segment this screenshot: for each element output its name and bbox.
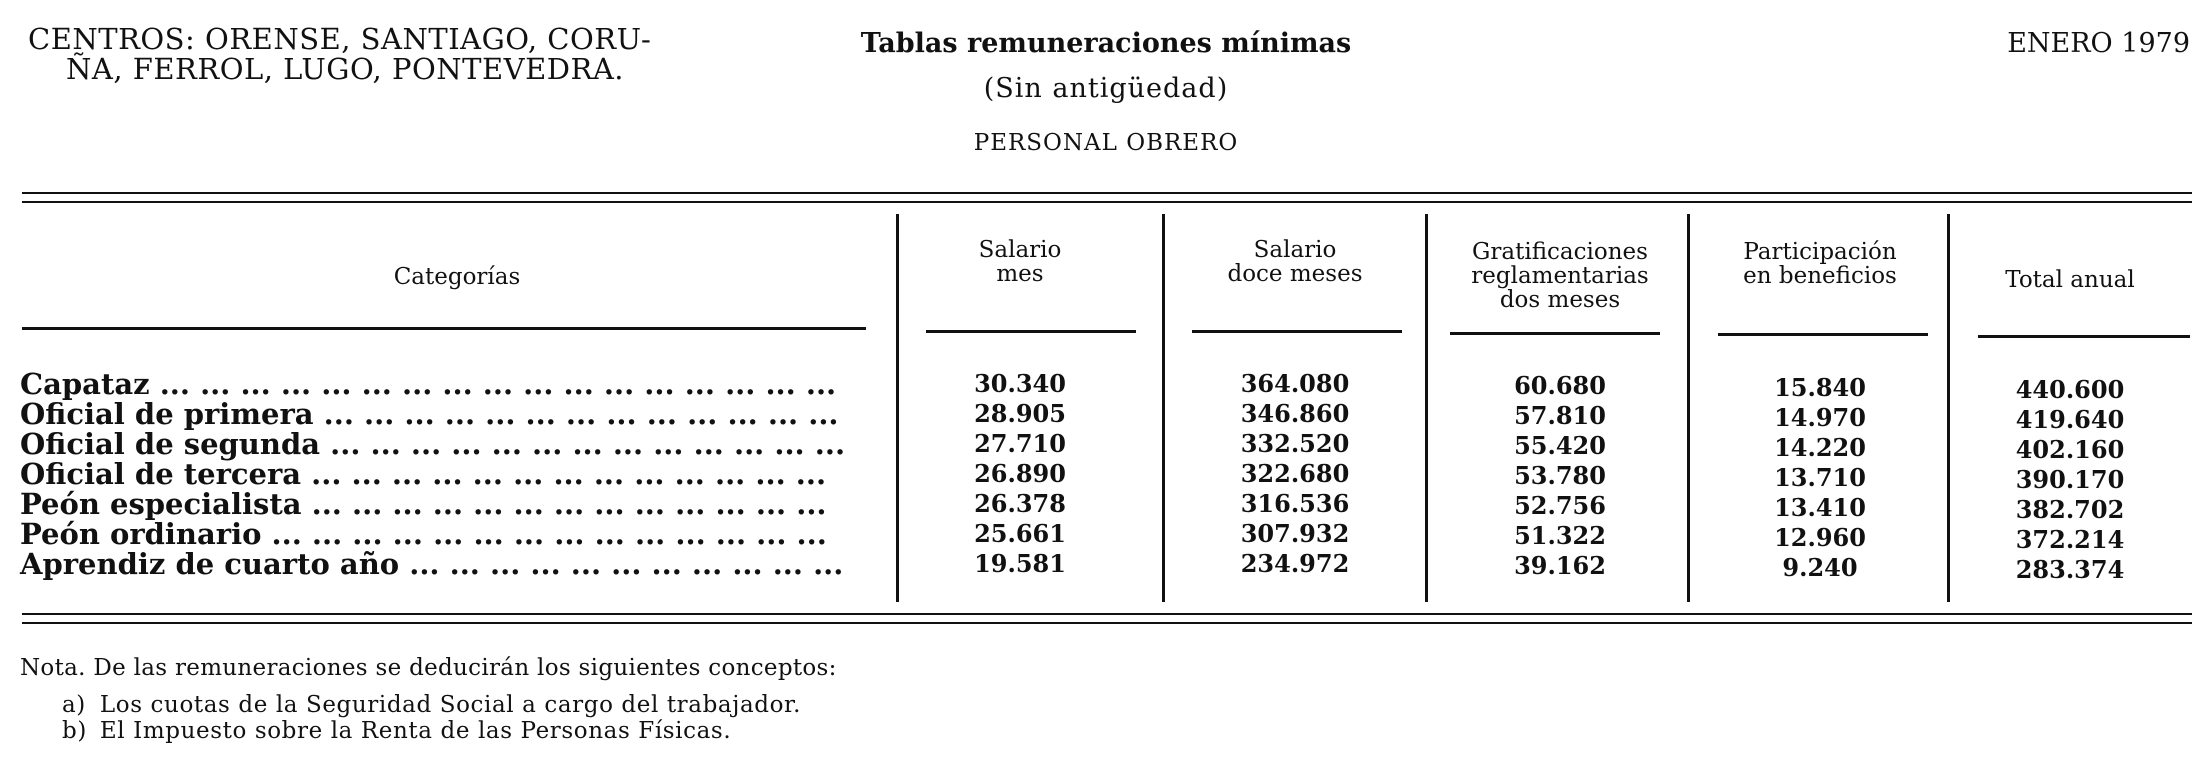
header-line: dos meses <box>1499 287 1621 313</box>
cell-total: 390.170 <box>2015 465 2125 494</box>
header-underline <box>1192 330 1402 333</box>
column-separator <box>896 214 899 602</box>
cell-salario-mes: 30.340 <box>974 369 1066 398</box>
header-gratificaciones <box>1440 240 1680 312</box>
cell-total: 402.160 <box>2015 435 2125 464</box>
column-separator <box>1425 214 1428 602</box>
section-title: PERSONAL OBRERO <box>973 130 1239 156</box>
column-separator <box>1162 214 1165 602</box>
cell-salario-mes: 28.905 <box>974 399 1066 428</box>
header-salario-doce-meses <box>1175 238 1415 286</box>
cell-participacion: 14.220 <box>1774 433 1866 462</box>
cell-gratificaciones: 39.162 <box>1514 551 1606 580</box>
nota-item <box>62 718 731 744</box>
header-line: en beneficios <box>1743 263 1897 289</box>
centros-line-2: ÑA, FERROL, LUGO, PONTEVEDRA. <box>66 52 625 86</box>
cell-salario-mes: 19.581 <box>974 549 1066 578</box>
row-categoria: Aprendiz de cuarto año ... ... ... ... ... ... ... ... ... ... ... <box>20 547 844 581</box>
cell-salario-doce: 346.860 <box>1240 399 1350 428</box>
cell-gratificaciones: 51.322 <box>1514 521 1606 550</box>
date-label: ENERO 1979 <box>2007 28 2190 59</box>
cell-total: 382.702 <box>2015 495 2125 524</box>
cell-gratificaciones: 53.780 <box>1514 461 1606 490</box>
bottom-rule-1 <box>22 613 2192 615</box>
cell-salario-doce: 234.972 <box>1240 549 1350 578</box>
cell-salario-doce: 332.520 <box>1240 429 1350 458</box>
header-line: Participación <box>1743 239 1897 265</box>
cell-total: 283.374 <box>2015 555 2125 584</box>
cell-total: 372.214 <box>2015 525 2125 554</box>
cell-salario-doce: 316.536 <box>1240 489 1350 518</box>
cell-total: 419.640 <box>2015 405 2125 434</box>
header-line: Gratificaciones <box>1472 239 1648 265</box>
nota-intro: Nota. De las remuneraciones se deducirán los siguientes conceptos: <box>20 655 837 681</box>
header-categorias: Categorías <box>393 264 521 290</box>
cell-salario-doce: 307.932 <box>1240 519 1350 548</box>
cell-salario-doce: 322.680 <box>1240 459 1350 488</box>
cell-salario-mes: 26.378 <box>974 489 1066 518</box>
cell-salario-mes: 26.890 <box>974 459 1066 488</box>
nota-item-marker: a) <box>62 692 86 718</box>
cell-salario-doce: 364.080 <box>1240 369 1350 398</box>
nota-item-text: El Impuesto sobre la Renta de las Personas Físicas. <box>99 718 732 744</box>
nota-item-marker: b) <box>62 718 87 744</box>
cell-participacion: 13.410 <box>1774 493 1866 522</box>
header-line: Salario <box>1253 237 1337 263</box>
cell-participacion: 13.710 <box>1774 463 1866 492</box>
page-subtitle: (Sin antigüedad) <box>983 73 1229 104</box>
header-salario-mes <box>920 238 1120 286</box>
row-categoria: Oficial de segunda ... ... ... ... ... ... ... ... ... ... ... ... ... <box>20 427 846 461</box>
header-underline <box>926 330 1136 333</box>
cell-salario-mes: 25.661 <box>974 519 1066 548</box>
top-rule-1 <box>22 192 2192 194</box>
header-line: Salario <box>978 237 1062 263</box>
header-participacion <box>1700 240 1940 288</box>
header-underline <box>1978 335 2190 338</box>
cell-participacion: 14.970 <box>1774 403 1866 432</box>
row-categoria: Peón ordinario ... ... ... ... ... ... ... ... ... ... ... ... ... ... <box>20 517 827 551</box>
cell-participacion: 9.240 <box>1782 553 1858 582</box>
cell-gratificaciones: 60.680 <box>1514 371 1606 400</box>
row-categoria: Oficial de primera ... ... ... ... ... ... ... ... ... ... ... ... ... <box>20 397 839 431</box>
nota-item <box>62 692 801 718</box>
centros-line-1: CENTROS: ORENSE, SANTIAGO, CORU- <box>28 22 652 56</box>
cell-total: 440.600 <box>2015 375 2125 404</box>
row-categoria: Capataz ... ... ... ... ... ... ... ... ... ... ... ... ... ... ... ... ... <box>20 367 837 401</box>
header-underline <box>22 327 866 330</box>
column-separator <box>1687 214 1690 602</box>
header-underline <box>1718 333 1928 336</box>
header-line: mes <box>996 261 1044 287</box>
cell-gratificaciones: 57.810 <box>1514 401 1606 430</box>
cell-salario-mes: 27.710 <box>974 429 1066 458</box>
cell-gratificaciones: 55.420 <box>1514 431 1606 460</box>
cell-gratificaciones: 52.756 <box>1514 491 1606 520</box>
column-separator <box>1947 214 1950 602</box>
header-underline <box>1450 332 1660 335</box>
cell-participacion: 15.840 <box>1774 373 1866 402</box>
bottom-rule-2 <box>22 622 2192 624</box>
row-categoria: Oficial de tercera ... ... ... ... ... ... ... ... ... ... ... ... ... <box>20 457 827 491</box>
header-line: doce meses <box>1227 261 1363 287</box>
top-rule-2 <box>22 201 2192 203</box>
cell-participacion: 12.960 <box>1774 523 1866 552</box>
nota-item-text: Los cuotas de la Seguridad Social a cargo del trabajador. <box>99 692 802 718</box>
header-total-anual: Total anual <box>2005 267 2135 293</box>
page-title: Tablas remuneraciones mínimas <box>860 28 1352 59</box>
row-categoria: Peón especialista ... ... ... ... ... ... ... ... ... ... ... ... ... <box>20 487 827 521</box>
header-line: reglamentarias <box>1471 263 1649 289</box>
